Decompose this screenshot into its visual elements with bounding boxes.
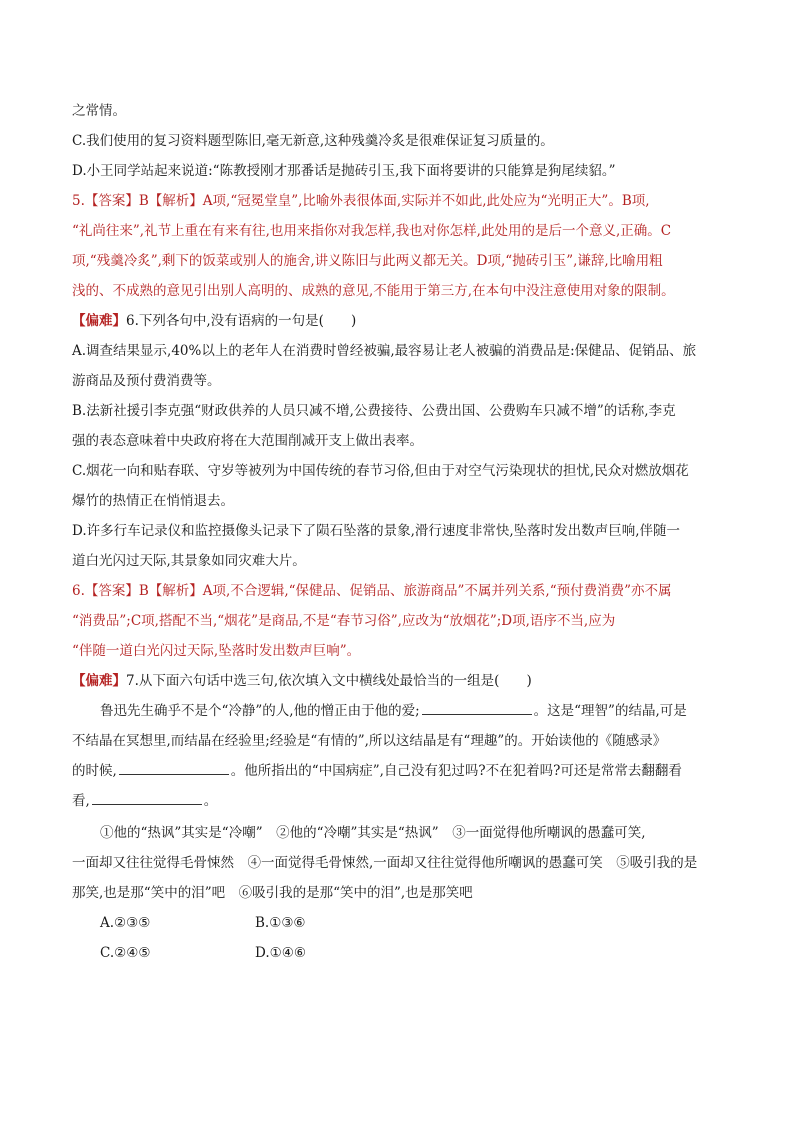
option-d-cont: 道白光闪过天际,其景象如同灾难大片。 — [72, 553, 306, 569]
option-c-cont: 爆竹的热情正在悄悄退去。 — [72, 493, 234, 509]
question-stem — [72, 306, 720, 336]
answer-6 — [72, 576, 720, 666]
passage-line: 不结晶在冥想里,而结晶在经验里;经验是“有情的”,所以这结晶是有“理趣”的。开始读他的《随感录》 — [72, 733, 667, 749]
answer-line: “消费品”;C项,搭配不当,“烟花”是商品,不是“春节习俗”,应改为“放烟花”;D项,语序不当,应为 — [72, 613, 616, 629]
choice-line: 一面却又往往觉得毛骨悚然 ④一面觉得毛骨悚然,一面却又往往觉得他所嘲讽的愚蠢可笑 ⑤吸引我的是 — [72, 855, 698, 871]
text-line: 之常情。 — [72, 103, 126, 119]
fill-blank — [422, 700, 532, 715]
option-c-q5: C.我们使用的复习资料题型陈旧,毫无新意,这种残羹冷炙是很难保证复习质量的。 — [72, 133, 554, 149]
option-b-cont: 强的表态意味着中央政府将在大范围削减开支上做出表率。 — [72, 433, 423, 449]
question-text: 7.从下面六句话中选三句,依次填入文中横线处最恰当的一组是( ) — [126, 673, 532, 689]
question-7 — [72, 666, 720, 968]
option-a-cont: 游商品及预付费消费等。 — [72, 373, 221, 389]
option-d: D.许多行车记录仪和监控摄像头记录下了陨石坠落的景象,滑行速度非常快,坠落时发出数声巨响,伴随一 — [72, 523, 681, 539]
option-b: B.法新社援引李克强“财政供养的人员只减不增,公费接待、公费出国、公费购车只减不增”的话称,李克 — [72, 403, 676, 419]
choice-line: 那笑,也是那“笑中的泪”吧 ⑥吸引我的是那“笑中的泪”,也是那笑吧 — [72, 885, 473, 901]
option-d: D.①④⑥ — [255, 945, 306, 961]
option-c: C.烟花一向和贴春联、守岁等被列为中国传统的春节习俗,但由于对空气污染现状的担忧,民众对燃放烟花 — [72, 463, 689, 479]
question-6 — [72, 306, 720, 576]
option-c: C.②④⑤ — [100, 945, 151, 961]
option-a: A.调查结果显示,40%以上的老年人在消费时曾经被骗,最容易让老人被骗的消费品是:保健品、促销品、旅 — [72, 343, 697, 359]
fill-blank — [119, 760, 229, 775]
answer-line: 6.【答案】B【解析】A项,不合逻辑,“保健品、促销品、旅游商品”不属并列关系,“预付费消费”亦不属 — [72, 583, 672, 599]
options-row — [72, 908, 720, 938]
passage-line: 鲁迅先生确乎不是个“冷静”的人,他的憎正由于他的爱; 。这是“理智”的结晶,可是 — [72, 696, 720, 726]
answer-line: 浅的、不成熟的意见引出别人高明的、成熟的意见,不能用于第三方,在本句中没注意使用对象的限制。 — [72, 283, 675, 299]
option-b: B.①③⑥ — [255, 915, 306, 931]
question-text: 6.下列各句中,没有语病的一句是( ) — [126, 313, 357, 329]
passage-line: 看, 。 — [72, 786, 720, 816]
answer-5 — [72, 186, 720, 306]
answer-line: 项,“残羹冷炙”,剩下的饭菜或别人的施舍,讲义陈旧与此两义都无关。D项,“抛砖引玉”,谦辞,比喻用粗 — [72, 253, 663, 269]
difficulty-tag: 【偏难】 — [72, 313, 126, 329]
answer-line: 5.【答案】B【解析】A项,“冠冕堂皇”,比喻外表很体面,实际并不如此,此处应为“光明正大”。B项, — [72, 193, 650, 209]
options-row — [72, 938, 720, 968]
fill-blank — [92, 790, 202, 805]
answer-line: “礼尚往来”,礼节上重在有来有往,也用来指你对我怎样,我也对你怎样,此处用的是后一个意义,正确。C — [72, 223, 672, 239]
answer-line: “伴随一道白光闪过天际,坠落时发出数声巨响”。 — [72, 643, 361, 659]
option-a: A.②③⑤ — [100, 915, 151, 931]
question-stem — [72, 666, 720, 696]
option-d-q5: D.小王同学站起来说道:“陈教授刚才那番话是抛砖引玉,我下面将要讲的只能算是狗尾续貂。” — [72, 163, 616, 179]
passage-line: 的时候, 。他所指出的“中国病症”,自己没有犯过吗?不在犯着吗?可还是常常去翻翻看 — [72, 756, 720, 786]
choice-line: ①他的“热讽”其实是“冷嘲” ②他的“冷嘲”其实是“热讽” ③一面觉得他所嘲讽的愚蠢可笑, — [100, 825, 646, 841]
difficulty-tag: 【偏难】 — [72, 673, 126, 689]
